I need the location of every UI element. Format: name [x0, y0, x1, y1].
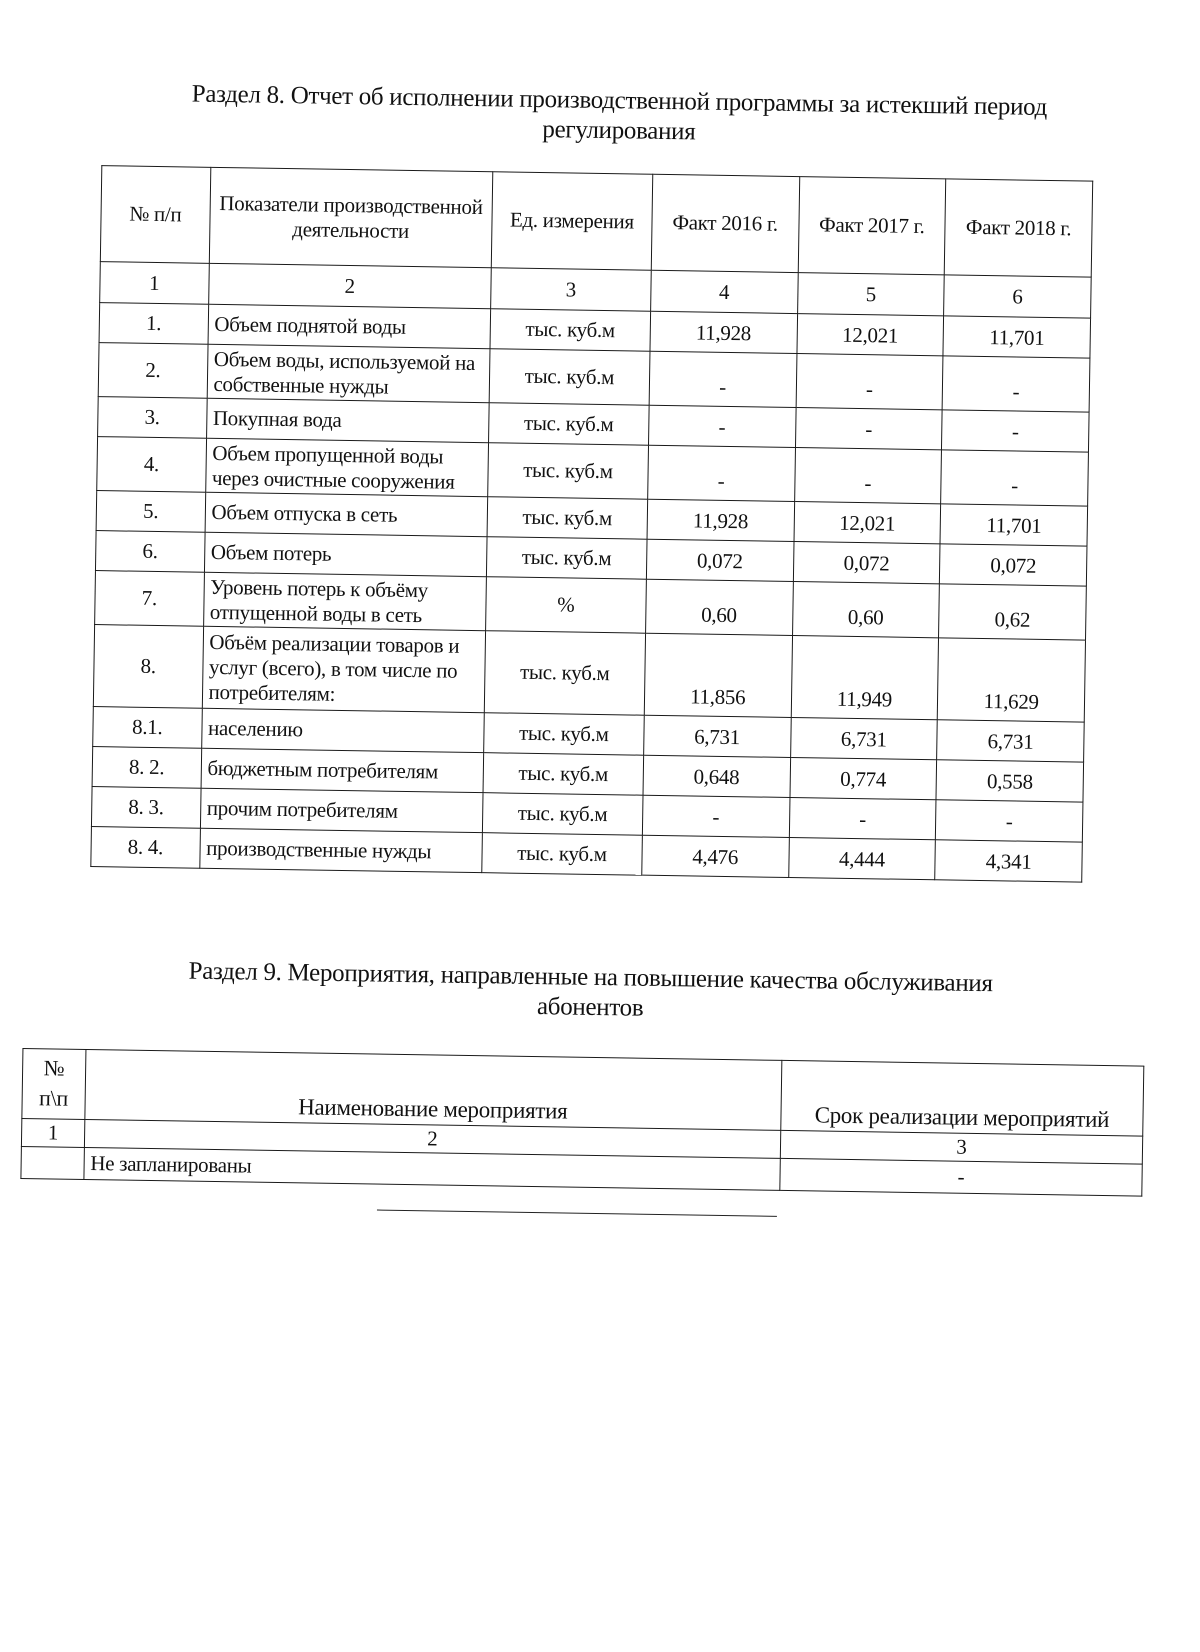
indicator-name: Покупная вода — [206, 398, 489, 442]
unit-value: тыс. куб.м — [488, 443, 649, 500]
row-number — [21, 1146, 84, 1179]
unit-value: тыс. куб.м — [482, 793, 642, 836]
fact-2018-value: 0,072 — [940, 544, 1087, 586]
unit-value: тыс. куб.м — [489, 349, 650, 406]
fact-2016-value: - — [648, 405, 795, 447]
column-number: 2 — [208, 263, 491, 308]
column-number: 5 — [797, 273, 944, 316]
table-header-row — [100, 166, 1092, 278]
fact-2016-value: 4,476 — [642, 835, 789, 877]
fact-2018-value: 6,731 — [937, 720, 1084, 762]
fact-2017-value: - — [794, 448, 942, 504]
section-9-title: Раздел 9. Мероприятия, направленные на повышение качества обслуживания абонентов — [188, 957, 993, 1022]
unit-value: % — [486, 577, 647, 634]
fact-2016-value: 11,928 — [647, 499, 794, 541]
header-measure-name: Наименование мероприятия — [85, 1049, 782, 1130]
fact-2017-value: 12,021 — [794, 502, 941, 544]
header-number: № п\п — [22, 1048, 86, 1119]
row-number: 1. — [99, 303, 208, 345]
fact-2017-value: 4,444 — [788, 837, 935, 879]
header-unit: Ед. измерения — [491, 172, 652, 270]
indicator-name: Объем отпуска в сеть — [205, 492, 488, 536]
unit-value: тыс. куб.м — [483, 753, 643, 796]
indicator-name: Объем потерь — [204, 532, 487, 576]
unit-value: тыс. куб.м — [490, 309, 650, 352]
fact-2017-value: - — [789, 797, 936, 839]
signature-line — [377, 1210, 777, 1217]
fact-2018-value: - — [942, 356, 1090, 412]
unit-value: тыс. куб.м — [487, 497, 647, 540]
table-row — [93, 625, 1085, 723]
fact-2017-value: - — [795, 408, 942, 450]
fact-2017-value: 0,072 — [793, 542, 940, 584]
fact-2016-value: 11,928 — [650, 311, 797, 353]
column-number: 4 — [650, 270, 797, 313]
row-number: 8. — [93, 625, 203, 709]
fact-2017-value: 6,731 — [790, 717, 937, 759]
fact-2018-value: - — [936, 800, 1083, 842]
fact-2018-value: 0,62 — [939, 584, 1087, 640]
indicator-name: Объем пропущенной воды через очистные сооружения — [205, 438, 488, 496]
row-number: 8. 4. — [91, 827, 200, 869]
fact-2016-value: - — [647, 445, 795, 501]
fact-2017-value: 11,949 — [791, 636, 939, 720]
column-number: 2 — [84, 1119, 780, 1158]
row-number: 8. 3. — [91, 787, 200, 829]
indicator-name: производственные нужды — [199, 828, 482, 872]
fact-2018-value: - — [942, 410, 1089, 452]
indicator-name: бюджетным потребителям — [201, 748, 484, 792]
header-implementation-term: Срок реализации мероприятий — [781, 1060, 1144, 1136]
indicator-name: Объем воды, используемой на собственные нужды — [207, 344, 490, 402]
unit-value: тыс. куб.м — [486, 537, 646, 580]
column-number: 3 — [780, 1130, 1143, 1164]
fact-2016-value: 0,60 — [645, 579, 793, 635]
fact-2018-value: 0,558 — [936, 760, 1083, 802]
implementation-term: - — [780, 1158, 1143, 1196]
fact-2016-value: - — [642, 795, 789, 837]
column-number: 1 — [21, 1118, 84, 1147]
indicator-name: Объём реализации товаров и услуг (всего), в том числе по потребителям: — [202, 626, 486, 712]
fact-2018-value: 11,701 — [940, 504, 1087, 546]
column-number: 3 — [491, 268, 651, 312]
row-number: 8. 2. — [92, 747, 201, 789]
unit-value: тыс. куб.м — [484, 631, 645, 715]
header-fact-2016: Факт 2016 г. — [651, 174, 799, 272]
unit-value: тыс. куб.м — [488, 403, 648, 446]
fact-2017-value: 0,774 — [789, 757, 936, 799]
row-number: 2. — [98, 343, 207, 399]
row-number: 4. — [97, 437, 206, 493]
row-number: 5. — [96, 491, 205, 533]
fact-2017-value: 0,60 — [792, 582, 940, 638]
header-fact-2017: Факт 2017 г. — [798, 177, 946, 275]
column-number: 1 — [100, 262, 209, 305]
row-number: 8.1. — [93, 707, 202, 749]
indicator-name: прочим потребителям — [200, 788, 483, 832]
fact-2017-value: - — [796, 354, 944, 410]
fact-2018-value: 11,701 — [943, 316, 1090, 358]
header-indicator: Показатели производственной деятельности — [209, 167, 493, 267]
unit-value: тыс. куб.м — [484, 713, 644, 756]
indicator-name: населению — [201, 708, 484, 752]
fact-2016-value: 6,731 — [643, 715, 790, 757]
fact-2016-value: 11,856 — [644, 633, 792, 717]
fact-2016-value: - — [649, 351, 797, 407]
column-number: 6 — [944, 275, 1091, 318]
fact-2017-value: 12,021 — [796, 314, 943, 356]
indicator-name: Объем поднятой воды — [208, 304, 491, 348]
row-number: 3. — [98, 397, 207, 439]
unit-value: тыс. куб.м — [482, 833, 642, 876]
measure-name: Не запланированы — [84, 1147, 781, 1190]
measures-table — [20, 1048, 1144, 1197]
fact-2018-value: 4,341 — [935, 840, 1082, 882]
fact-2016-value: 0,648 — [643, 755, 790, 797]
row-number: 7. — [95, 571, 204, 627]
fact-2016-value: 0,072 — [646, 539, 793, 581]
production-report-table — [90, 165, 1093, 882]
fact-2018-value: - — [941, 450, 1089, 506]
indicator-name: Уровень потерь к объёму отпущенной воды в сеть — [203, 572, 486, 630]
section-8-title: Раздел 8. Отчет об исполнении производственной программы за истекший период регулирования — [191, 80, 1048, 146]
fact-2018-value: 11,629 — [937, 638, 1085, 722]
row-number: 6. — [95, 531, 204, 573]
header-fact-2018: Факт 2018 г. — [944, 179, 1092, 277]
header-number: № п/п — [100, 166, 210, 264]
